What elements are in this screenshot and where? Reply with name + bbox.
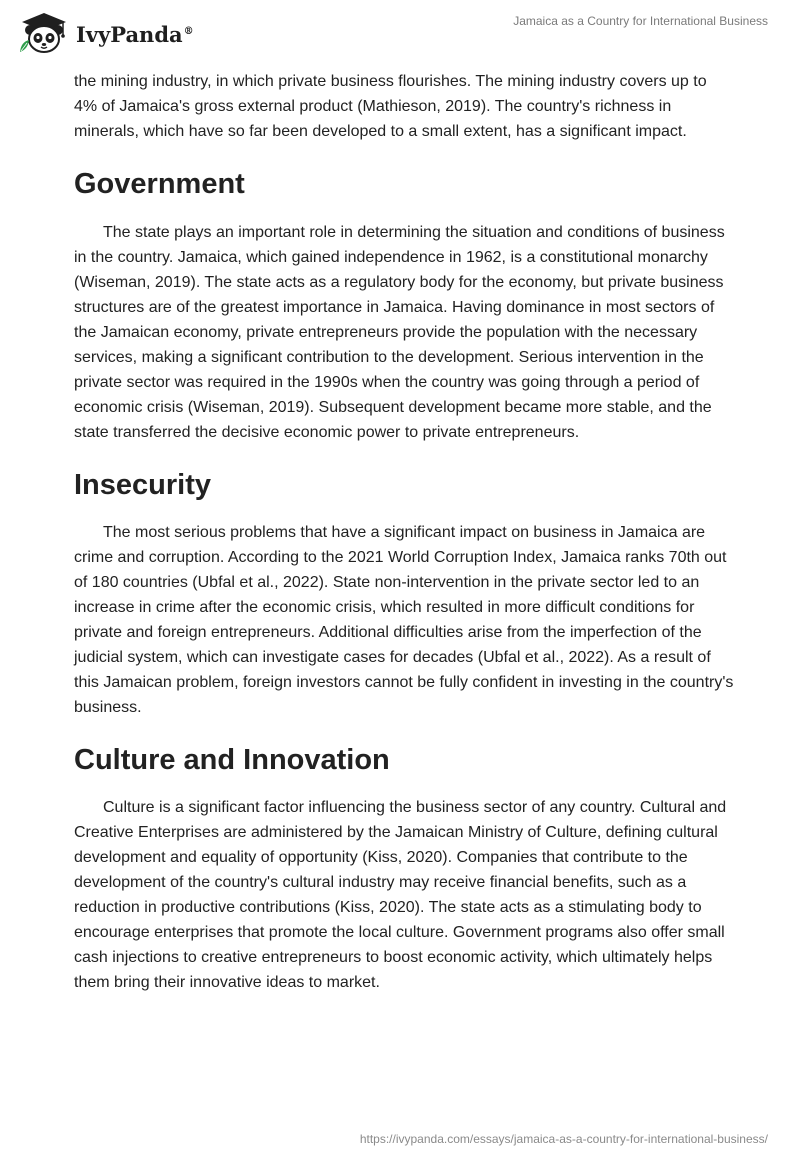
source-url[interactable]: https://ivypanda.com/essays/jamaica-as-a-country-for-international-business/ [359,1132,768,1146]
registered-mark: ® [183,25,194,37]
heading-government: Government [74,168,245,200]
paragraph-government: The state plays an important role in determining the situation and conditions of business in the country. Jamaica, which gained independence in 1962, is a constitutional monarchy (Wiseman, 2019). The state acts as a regulatory body for the economy, but private business structures are of the greatest importance in Jamaica. Having dominance in most sectors of the Jamaican economy, private entrepreneurs provide the population with the necessary services, making a significant contribution to the development. Serious intervention in the private sector was required in the 1990s when the country was going through a period of economic crisis (Wiseman, 2019). Subsequent development became more stable, and the state transferred the decisive economic power to private entrepreneurs. [74,224,725,441]
article-body [74,69,734,995]
ivypanda-logo[interactable] [16,8,194,56]
heading-culture-innovation: Culture and Innovation [74,744,390,776]
heading-insecurity: Insecurity [74,469,211,501]
running-title: Jamaica as a Country for International Business [513,14,768,28]
brand-name: IvyPanda® [76,21,194,47]
paragraph-culture-innovation: Culture is a significant factor influencing the business sector of any country. Cultural and Creative Enterprises are administered by the Jamaican Ministry of Culture, defining cultural development and equality of opportunity (Kiss, 2020). Companies that contribute to the development of the country's cultural industry may receive financial benefits, such as a reduction in productive contributions (Kiss, 2020). The state acts as a stimulating body to encourage enterprises that promote the local culture. Government programs also offer small cash injections to creative entrepreneurs to boost economic activity, which ultimately helps them bring their innovative ideas to market. [74,799,727,991]
panda-graduate-icon [16,8,72,56]
paragraph-insecurity: The most serious problems that have a significant impact on business in Jamaica are crime and corruption. According to the 2021 World Corruption Index, Jamaica ranks 70th out of 180 countries (Ubfal et al., 2022). State non-intervention in the private sector led to an increase in crime after the economic crisis, which resulted in more difficult conditions for private and foreign entrepreneurs. Additional difficulties arise from the imperfection of the judicial system, which can investigate cases for decades (Ubfal et al., 2022). As a result of this Jamaican problem, foreign investors cannot be fully confident in investing in the country's business. [74,524,734,716]
page-header [0,0,800,66]
intro-paragraph: the mining industry, in which private business flourishes. The mining industry covers up to 4% of Jamaica's gross external product (Mathieson, 2019). The country's richness in minerals, which have so far been developed to a small extent, has a significant impact. [74,73,707,140]
